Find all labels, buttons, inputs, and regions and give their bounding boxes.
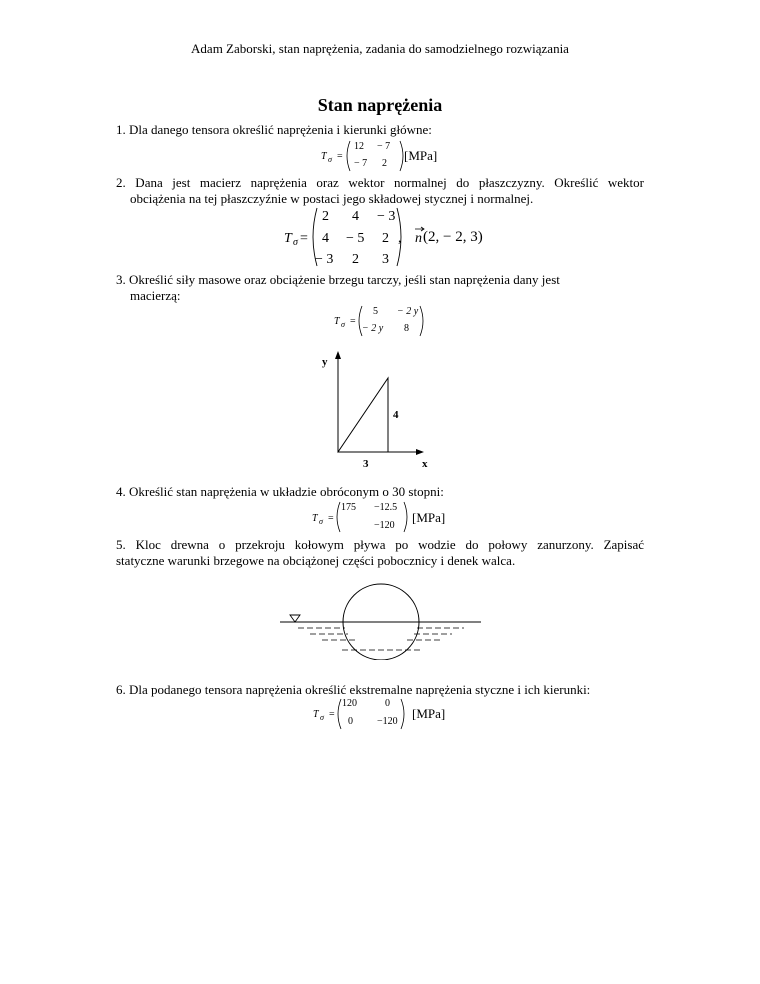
unit-label: [MPa]	[404, 148, 438, 163]
matrix-cell: 4	[322, 231, 329, 246]
unit-label: [MPa]	[412, 510, 446, 525]
matrix-cell: 4	[352, 209, 359, 224]
matrix-cell: 2	[382, 231, 389, 246]
height-label: 4	[393, 409, 399, 421]
x-axis-label: x	[422, 458, 428, 470]
tensor-subscript: σ	[293, 237, 298, 248]
triangle-diagram	[318, 348, 438, 466]
matrix-cell: 2	[352, 252, 359, 267]
problem-5-line-2: statyczne warunki brzegowe na obciążonej części pobocznicy i denek walca.	[116, 553, 516, 568]
matrix-cell: 0	[385, 698, 390, 709]
tensor-subscript: σ	[320, 713, 324, 722]
tensor-symbol: T	[313, 709, 319, 720]
vector-name: n	[415, 231, 422, 246]
problem-3-line-2: macierzą:	[130, 288, 181, 303]
problem-6-text: 6. Dla podanego tensora naprężenia określić ekstremalne naprężenia styczne i ich kierunki:	[116, 682, 591, 697]
matrix-cell: −120	[374, 520, 395, 531]
equals-sign: =	[350, 316, 356, 327]
vector-components: (2, − 2, 3)	[423, 229, 483, 245]
page-header: Adam Zaborski, stan naprężenia, zadania do samodzielnego rozwiązania	[191, 41, 569, 56]
matrix-cell: 3	[382, 252, 389, 267]
page-title: Stan naprężenia	[317, 95, 443, 115]
matrix-cell: − 7	[354, 158, 368, 169]
equals-sign: =	[329, 709, 335, 720]
tensor-symbol: T	[334, 316, 340, 327]
matrix-cell: − 7	[377, 141, 391, 152]
matrix-cell: 2	[382, 158, 387, 169]
problem-2-line-1: 2. Dana jest macierz naprężenia oraz wektor normalnej do płaszczyzny. Określić wektor	[116, 175, 644, 190]
base-label: 3	[363, 458, 369, 470]
matrix-cell: − 2 y	[397, 306, 419, 317]
tensor-symbol: T	[284, 231, 292, 246]
matrix-cell: 2	[322, 209, 329, 224]
matrix-cell: 5	[373, 306, 378, 317]
matrix-cell: − 5	[346, 231, 365, 246]
matrix-cell: 120	[342, 698, 357, 709]
floating-cylinder-diagram	[280, 582, 482, 660]
matrix-cell: − 2 y	[362, 323, 384, 334]
matrix-cell: 8	[404, 323, 409, 334]
equals-sign: =	[337, 151, 343, 162]
tensor-subscript: σ	[319, 517, 323, 526]
unit-label: [MPa]	[412, 706, 446, 721]
tensor-symbol: T	[312, 513, 318, 524]
problem-4-text: 4. Określić stan naprężenia w układzie obróconym o 30 stopni:	[116, 484, 444, 499]
matrix-cell: −12.5	[374, 502, 398, 513]
tensor-subscript: σ	[341, 320, 345, 329]
problem-3-line-1: 3. Określić siły masowe oraz obciążenie brzegu tarczy, jeśli stan naprężenia dany jest	[116, 272, 560, 287]
matrix-cell: 0	[348, 716, 353, 727]
equals-sign: =	[300, 231, 308, 246]
equals-sign: =	[328, 513, 334, 524]
matrix-cell: − 3	[377, 209, 396, 224]
problem-5-line-1: 5. Kloc drewna o przekroju kołowym pływa po wodzie do połowy zanurzony. Zapisać	[116, 537, 644, 552]
matrix-cell: −120	[377, 716, 398, 727]
matrix-cell: 12	[354, 141, 364, 152]
tensor-symbol: T	[321, 151, 327, 162]
y-axis-label: y	[322, 356, 328, 368]
problem-2-line-2: obciążenia na tej płaszczyźnie w postaci jego składowej stycznej i normalnej.	[130, 191, 534, 206]
matrix-cell: − 3	[315, 252, 334, 267]
matrix-cell: 175	[341, 502, 356, 513]
comma: ,	[398, 231, 402, 246]
problem-1-text: 1. Dla danego tensora określić naprężenia i kierunki główne:	[116, 122, 432, 137]
tensor-subscript: σ	[328, 155, 332, 164]
